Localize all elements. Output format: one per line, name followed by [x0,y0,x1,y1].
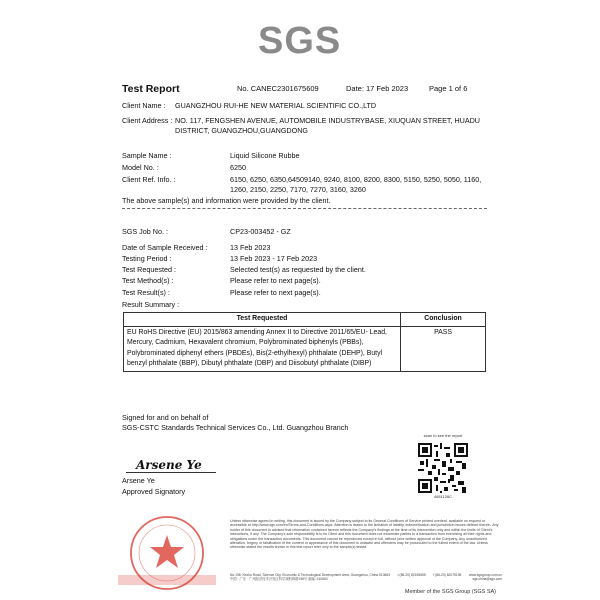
client-address-line2: DISTRICT, GUANGZHOU,GUANGDONG [175,126,308,135]
qr-code-id: 4681126C [433,494,453,499]
branch-name: SGS-CSTC Standards Technical Services Co., Ltd. Guangzhou Branch [122,423,349,432]
client-address-line1: NO. 117, FENGSHEN AVENUE, AUTOMOBILE INDUSTRYBASE, XIUQUAN STREET, HUADU [175,116,481,125]
client-ref-line2: 1260, 2150, 2250, 7170, 7270, 3160, 3260 [230,185,366,194]
received-date: 13 Feb 2023 [230,243,271,252]
page-number: Page 1 of 6 [429,84,468,93]
report-title: Test Report [122,83,180,95]
table-header-row [124,313,486,327]
signatory-name: Arsene Ye [122,476,155,485]
signatory-title: Approved Signatory [122,487,186,496]
footer-tel: t (86-20) 82155555 [397,573,426,577]
footer-email[interactable]: sgs.china@sgs.com [472,577,502,582]
footer-address-cn: 中国 · 广东 · 广州经济技术开发区科学城科珠路198号 邮编: 510663 [230,577,328,582]
result-summary-table [123,312,486,372]
qr-code [418,443,468,493]
received-label: Date of Sample Received : [122,243,208,252]
client-ref-line1: 6150, 6250, 6350,64509140, 9240, 8100, 8200, 8300, 5150, 5250, 5050, 1160, [230,175,482,184]
qr-caption: scan to see the report [423,433,463,438]
footer-fax: f (86-20) 82075195 [433,573,462,577]
footer-web[interactable]: www.sgsgroup.com.cn [468,573,502,577]
model-number: 6250 [230,163,246,172]
model-label: Model No. : [122,163,159,172]
signed-on-behalf: Signed for and on behalf of [122,413,209,422]
test-requested-cell: EU RoHS Directive (EU) 2015/863 amending Annex II to Directive 2011/65/EU- Lead, Mercury, Cadmium, Hexavalent chromium, Polybrominated biphenyls (PBBs), Polybrominated diphenyl ethers (PBDEs), Bis(2-ethylhexyl) phthalate (DEHP), Butyl benzyl phthalate (BBP), Dibutyl phthalate (DBP) and Diisobutyl phthalate (DIBP) [124,326,401,371]
footer-address-en: No.198, Kezhu Road, Science City, Economic & Technological Development Area, Guangzhou, China 510663 [230,573,391,577]
summary-label: Result Summary : [122,300,180,309]
job-number: CP23-003452 - GZ [230,227,291,236]
methods-label: Test Method(s) : [122,276,174,285]
table-row [124,326,486,371]
requested-label: Test Requested : [122,265,176,274]
company-seal-stamp [118,513,216,593]
job-label: SGS Job No. : [122,227,168,236]
dashed-divider [122,208,487,209]
signature-line [126,472,216,473]
client-name: GUANGZHOU RUI-HE NEW MATERIAL SCIENTIFIC CO.,LTD [175,101,377,110]
sample-name-label: Sample Name : [122,151,172,160]
client-name-label: Client Name : [122,101,166,110]
testing-period: 13 Feb 2023 - 17 Feb 2023 [230,254,318,263]
sample-name: Liquid Silicone Rubbe [230,151,300,160]
col-conclusion: Conclusion [401,313,486,327]
col-test-requested: Test Requested [124,313,401,327]
signature: Arsene Ye [136,458,202,472]
client-ref-label: Client Ref. Info. : [122,175,176,184]
client-address-label: Client Address : [122,116,173,125]
conclusion-cell: PASS [401,326,486,371]
test-methods: Please refer to next page(s). [230,276,321,285]
report-date: Date: 17 Feb 2023 [346,84,409,93]
sgs-logo: SGS [258,20,342,62]
footer-address-block [230,573,502,582]
test-requested: Selected test(s) as requested by the client. [230,265,366,274]
terms-fine-print: Unless otherwise agreed in writing, this document is issued by the Company subject to its General Conditions of Service printed overleaf, available on request or accessible at http://www.sgs.com/en/Terms-and-Conditions.aspx. Attention is drawn to the limitation of liability, indemnification and jurisdiction issues defined therein. Any holder of this document is advised that information contained hereon reflects the Company's findings at the time of its intervention only and within the limits of Client's instructions, if any. The Company's sole responsibility is to its Client and this document does not exonerate parties to a transaction from exercising all their rights and obligations under the transaction documents. This document cannot be reproduced except in full, without prior written approval of the Company. Any unauthorized alteration, forgery or falsification of the content or appearance of this document is unlawful and offenders may be prosecuted to the fullest extent of the law. Unless otherwise stated the results shown in this test report refer only to the sample(s) tested. [230,519,499,550]
test-results: Please refer to next page(s). [230,288,321,297]
member-of-sgs: Member of the SGS Group (SGS SA) [404,589,496,595]
provided-note: The above sample(s) and information were provided by the client. [122,196,331,205]
report-number: No. CANEC2301675609 [237,84,319,93]
results-label: Test Result(s) : [122,288,170,297]
period-label: Testing Period : [122,254,172,263]
